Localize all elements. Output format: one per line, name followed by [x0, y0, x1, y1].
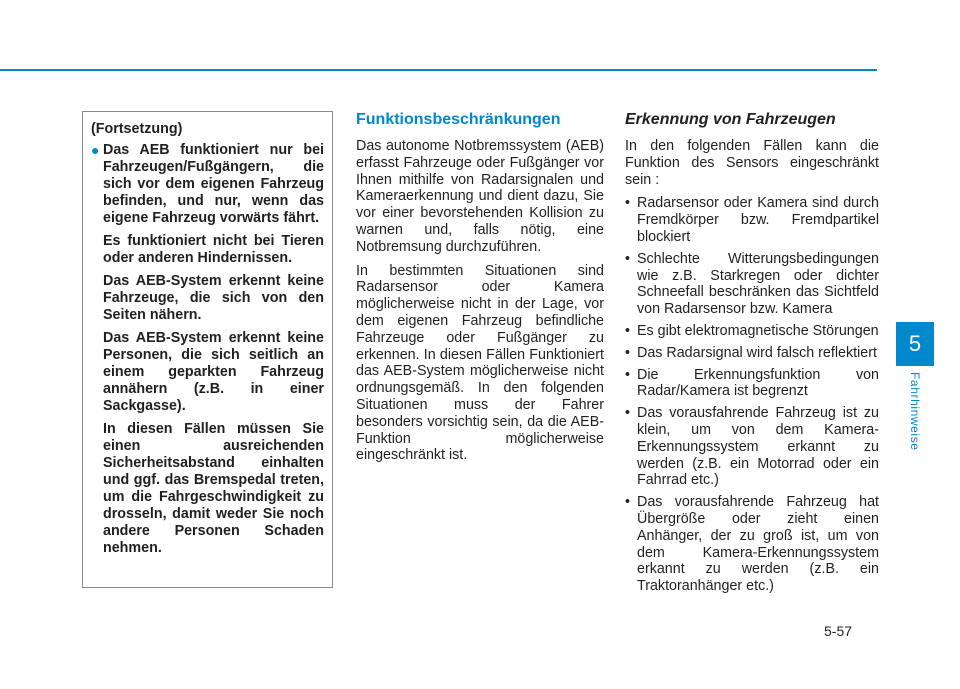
list-item-text: Die Erkennungsfunktion von Radar/Kamera ist begrenzt [637, 366, 879, 400]
warning-paragraph: Es funktioniert nicht bei Tieren oder anderen Hindernissen. [103, 233, 324, 266]
warning-paragraph: Das AEB-System erkennt keine Personen, die sich seitlich an einem geparkten Fahrzeug annähern (z.B. in einer Sackgasse). [103, 330, 324, 414]
list-item-text: Das Radarsignal wird falsch reflektiert [637, 344, 877, 361]
subsection-heading: Erkennung von Fahrzeugen [625, 111, 836, 128]
list-item [625, 251, 879, 318]
list-item [625, 367, 879, 401]
list-item [625, 195, 879, 245]
list-item-text: Es gibt elektromagnetische Störungen [637, 322, 879, 339]
right-column [625, 111, 879, 600]
page-number: 5-57 [824, 623, 853, 639]
bullet-dot-icon: ● [91, 142, 100, 158]
bullet-icon: • [625, 250, 631, 267]
list-item [625, 405, 879, 489]
bullet-icon: • [625, 344, 631, 361]
subsection-intro: In den folgenden Fällen kann die Funktion des Sensors eingeschränkt sein : [625, 138, 879, 188]
list-item [625, 494, 879, 595]
bullet-icon: • [625, 494, 631, 511]
list-item-text: Radarsensor oder Kamera sind durch Fremdkörper bzw. Fremdpartikel blockiert [637, 195, 879, 245]
bullet-icon: • [625, 405, 631, 422]
warning-bullet-text: Das AEB funktioniert nur bei Fahrzeugen/Fußgängern, die sich vor dem eigenen Fahrzeug befinden, und nur, wenn das eigene Fahrzeug vorwärts fährt. [103, 142, 324, 226]
warning-title: (Fortsetzung) [91, 121, 183, 137]
list-item [625, 345, 879, 362]
header-rule [0, 69, 877, 71]
list-item-text: Das vorausfahrende Fahrzeug ist zu klein, um von dem Kamera-Erkennungssystem erkannt zu werden (z.B. ein Motorrad oder ein Fahrrad etc.) [637, 405, 879, 489]
bullet-icon: • [625, 195, 631, 212]
bullet-icon: • [625, 366, 631, 383]
chapter-tab: 5 [896, 322, 934, 366]
chapter-label: Fahrhinweise [908, 372, 922, 451]
warning-paragraph: In diesen Fällen müssen Sie einen ausreichenden Sicherheitsabstand einhalten und ggf. das Bremspedal treten, um die Fahrgeschwindigkeit zu drosseln, damit weder Sie noch andere Personen Schaden nehmen. [103, 421, 324, 556]
middle-column [356, 111, 604, 471]
list-item-text: Schlechte Witterungsbedingungen wie z.B. Starkregen oder dichter Schneefall beschränken das Sichtfeld von Radarsensor bzw. Kamera [637, 250, 879, 318]
bullet-icon: • [625, 322, 631, 339]
list-item [625, 323, 879, 340]
list-item-text: Das vorausfahrende Fahrzeug hat Übergröße oder zieht einen Anhänger, der zu groß ist, um von dem Kamera-Erkennungssystem erkannt zu werden (z.B. ein Traktoranhänger etc.) [637, 494, 879, 595]
section-paragraph: In bestimmten Situationen sind Radarsensor oder Kamera möglicherweise nicht in der Lage, vor dem eigenen Fahrzeug befindliche Fahrzeuge oder Fußgänger zu erkennen. In diesen Fällen Funktioniert das AEB-System möglicherweise nicht ordnungsgemäß. In den folgenden Situationen muss der Fahrer besonders vorsichtig sein, da die AEB-Funktion möglicherweise eingeschränkt ist. [356, 262, 604, 464]
warning-box [82, 111, 333, 588]
warning-paragraph: Das AEB-System erkennt keine Fahrzeuge, die sich von den Seiten nähern. [103, 273, 324, 323]
warning-bullet [91, 142, 324, 227]
section-heading: Funktionsbeschränkungen [356, 111, 561, 128]
section-paragraph: Das autonome Notbremssystem (AEB) erfasst Fahrzeuge oder Fußgänger vor Ihnen mithilfe von Radarsignalen und Kameraerkennung und dient dazu, Sie vor einer bevorstehenden Kollision zu warnen und, falls nötig, eine Notbremsung durchzuführen. [356, 138, 604, 255]
